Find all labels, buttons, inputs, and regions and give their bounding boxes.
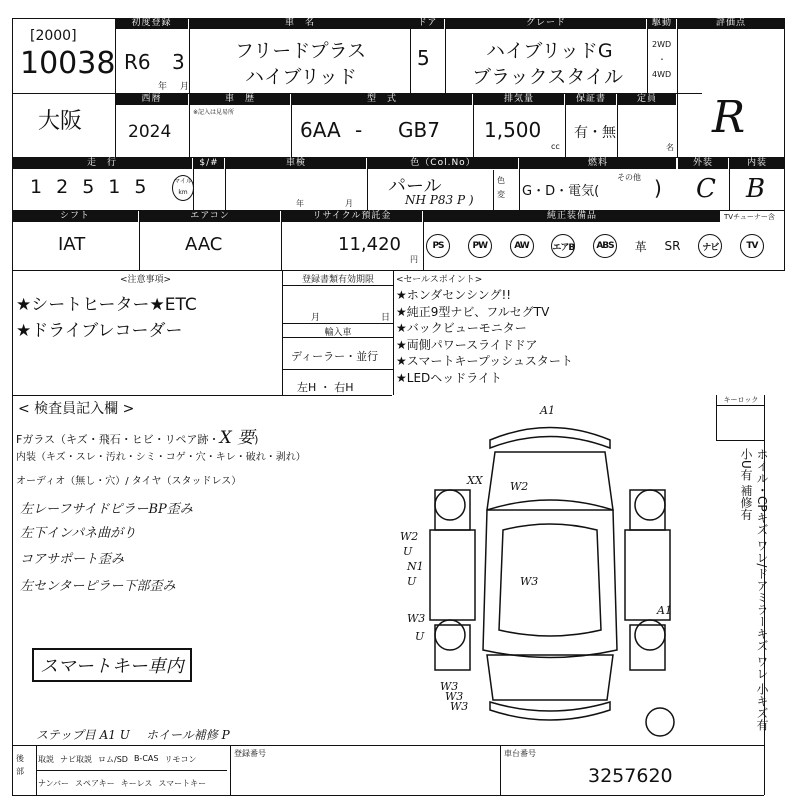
region: 大阪: [38, 109, 83, 134]
equipment-label: 純正装備品: [424, 211, 720, 222]
handwritten-note: コアサポート歪み: [20, 552, 125, 567]
interior-value: B: [746, 174, 766, 204]
reg-number-label: 登録番号: [234, 749, 266, 758]
wheel-front-right: [635, 490, 665, 520]
sales-point: ★両側パワースライドドア: [396, 337, 538, 352]
fuel-close: ): [654, 176, 662, 200]
footer-item: B-CAS: [133, 754, 159, 763]
model-label: 型 式: [292, 94, 472, 105]
footer-row1: [38, 754, 196, 765]
mark: XX: [467, 474, 483, 487]
capacity-label: 定員: [618, 94, 676, 105]
equip-navi: ナビ: [698, 234, 722, 258]
equip-leather: 革: [634, 239, 647, 254]
import-dealer: ディーラー・並行: [291, 350, 379, 363]
equip-abs: ABS: [593, 234, 617, 258]
color-side: 色 変: [497, 176, 505, 199]
shift-value: IAT: [58, 234, 86, 255]
hood: [487, 452, 613, 510]
equip-pw: PW: [468, 234, 492, 258]
equip-airbag: エアB: [551, 234, 575, 258]
caution-label: <注意事項>: [120, 275, 172, 285]
inspector-heading: < 検査員記入欄 >: [18, 401, 135, 417]
sales-point: ★バックビューモニター: [396, 321, 527, 335]
drive-4wd: 4WD: [652, 70, 672, 79]
mark: W3: [440, 680, 459, 693]
audio-line: オーディオ（無し・穴）/ タイヤ（スタッドレス）: [16, 476, 242, 487]
month-unit: 月: [180, 82, 190, 92]
footer-row2: [38, 778, 206, 789]
footer-item: キーレス: [120, 779, 153, 788]
mark: W2: [400, 530, 419, 543]
shift-label: シフト: [12, 211, 138, 222]
import-label: 輸入車: [324, 328, 352, 338]
history-label: 車 歴: [190, 94, 290, 105]
mark: U: [415, 630, 425, 643]
bottom-note-2: ホイール補修 P: [146, 728, 230, 742]
wheel-front-left: [435, 490, 465, 520]
mileage-digit: 1: [30, 176, 57, 198]
mileage-label: 走 行: [12, 158, 192, 169]
displacement: 1,500: [484, 118, 542, 142]
mark: A1: [540, 404, 555, 417]
fuel-label: 燃料: [520, 158, 676, 169]
color-value: パール: [388, 176, 442, 197]
interior-line: 内装（キズ・スレ・汚れ・シミ・コゲ・穴・キレ・破れ・剥れ）: [16, 452, 306, 463]
score-label: 評価点: [678, 18, 784, 29]
doors: 5: [417, 46, 430, 70]
bottom-note-1: ステップ目 A1 U: [36, 728, 130, 742]
lot-label: [2000]: [30, 28, 77, 44]
drive-label: 駆動: [648, 18, 676, 29]
model-prefix: 6AA: [300, 118, 341, 142]
color-code: NH P83 P ): [405, 193, 474, 207]
handwritten-note: 左センターピラー下部歪み: [20, 579, 176, 594]
sales-label: <セールスポイント>: [396, 275, 483, 285]
recycle-label: リサイクル預託金: [282, 211, 422, 222]
year-unit: 年: [158, 82, 168, 92]
equipment-list: [426, 234, 764, 258]
year-value: 2024: [128, 122, 172, 142]
mark: W3: [407, 612, 426, 625]
glass-mark: X 要: [219, 428, 255, 448]
mileage-digit: 5: [82, 176, 109, 198]
inspection-year: 年: [296, 199, 304, 208]
keylock-box: [716, 395, 765, 441]
footer-item: ロム/SD: [98, 755, 128, 764]
inspection-month: 月: [345, 199, 353, 208]
roof-inner: [499, 524, 601, 636]
car-name-label: 車 名: [190, 18, 410, 29]
reg-era: R6: [124, 50, 151, 74]
sales-point: ★LEDヘッドライト: [396, 370, 502, 385]
car-name-line1: フリードプラス: [235, 40, 367, 62]
interior-label: 内装: [730, 158, 784, 169]
exterior-label: 外装: [678, 158, 728, 169]
chassis-number: 3257620: [588, 765, 673, 787]
mark: N1: [407, 560, 424, 573]
caution-line: ★ドライブレコーダー: [16, 321, 183, 341]
footer-item: スペアキー: [75, 779, 115, 788]
car-damage-diagram: [395, 400, 715, 745]
sales-point: ★スマートキープッシュスタート: [396, 354, 573, 368]
mileage-unit: マイル km: [172, 175, 194, 201]
exterior-value: C: [696, 174, 716, 204]
ac-label: エアコン: [140, 211, 280, 222]
left-doors: [430, 530, 475, 620]
glass-text: Fガラス（キズ・飛石・ヒビ・リペア跡・: [16, 433, 220, 446]
mileage-digit: 2: [56, 176, 83, 198]
recycle-value: 11,420: [338, 234, 401, 255]
mark: W3: [520, 575, 539, 588]
ac-value: AAC: [185, 234, 223, 255]
mileage-digits: [30, 176, 160, 198]
fuel-value: G・D・電気(: [522, 184, 600, 199]
drive-dot: ・: [658, 55, 666, 64]
mark: W3: [445, 690, 464, 703]
deadline-box: [282, 271, 394, 395]
year-label: 西暦: [115, 94, 188, 105]
deadline-label: 登録書類有効期限: [301, 275, 374, 285]
spare-wheel: [646, 708, 674, 736]
mark: W3: [450, 700, 469, 713]
import-hand: 左H ・ 右H: [297, 381, 354, 394]
footer-item: ナビ取説: [60, 755, 92, 764]
glass-line: [16, 423, 258, 448]
footer-items: [12, 746, 227, 795]
mark: A1: [657, 604, 672, 617]
footer-item: スマートキー: [158, 779, 207, 788]
equip-sr: SR: [664, 239, 681, 253]
deadline-day: 日: [381, 313, 391, 323]
history-note: ※記入は見易所: [193, 109, 235, 116]
smartkey-note: スマートキー車内: [32, 648, 192, 682]
lot-number: 10038: [20, 46, 116, 81]
sales-point: ★純正9型ナビ、フルセグTV: [396, 304, 550, 319]
model-code: GB7: [398, 118, 440, 142]
footer-item: ナンバー: [38, 779, 70, 788]
door-label: ドア: [411, 18, 444, 29]
cc-unit: cc: [551, 142, 560, 151]
front-bumper: [490, 428, 610, 449]
glass-close: ): [254, 433, 259, 446]
mileage-digit: 1: [108, 176, 135, 198]
warranty-label: 保証書: [566, 94, 616, 105]
keylock-label: キーロック: [717, 395, 765, 406]
footer-item: 取説: [38, 755, 54, 764]
sales-point: ★ホンダセンシング!!: [396, 288, 512, 302]
equip-ps: PS: [426, 234, 450, 258]
fuel-other: その他: [617, 173, 641, 182]
handwritten-note: 左レーフサイドピラーBP歪み: [20, 502, 193, 517]
mark: W2: [510, 480, 529, 493]
mark: U: [407, 575, 417, 588]
dollar-label: $/#: [194, 158, 224, 169]
grade-label: グレード: [446, 18, 646, 29]
chassis-label: 車台番号: [504, 749, 536, 758]
color-label: 色（Col.No）: [368, 158, 518, 169]
rear-hatch: [487, 655, 613, 700]
handwritten-note: 左下インパネ曲がり: [20, 526, 137, 541]
car-name-line2: ハイブリッド: [245, 66, 357, 88]
footer-item: リモコン: [164, 755, 197, 764]
mileage-digit: 5: [134, 176, 161, 198]
drive-2wd: 2WD: [652, 40, 672, 49]
grade-line1: ハイブリッドG: [486, 40, 613, 62]
rear-bumper: [490, 702, 610, 720]
yen-unit: 円: [410, 255, 418, 264]
displacement-label: 排気量: [474, 94, 564, 105]
model-dash: -: [355, 118, 363, 142]
inspection-label: 車検: [226, 158, 366, 169]
sales-points: [396, 287, 573, 386]
equip-tv: TV: [740, 234, 764, 258]
grade-line2: ブラックスタイル: [472, 66, 624, 88]
caution-line: ★シートヒーター★ETC: [16, 295, 197, 315]
score-value: R: [712, 92, 746, 143]
vertical-note: ホイル・CPキズ ワレ/ドアミラーキズ ワレ 小キズ有 小U有 補修有: [739, 448, 769, 732]
rear-label: 後部: [16, 754, 24, 776]
capacity-unit: 名: [666, 143, 674, 152]
equip-aw: AW: [510, 234, 534, 258]
warranty-value: 有・無: [574, 125, 616, 141]
tuner-label: TVチューナー含: [724, 213, 775, 221]
reg-month: 3: [172, 50, 185, 74]
deadline-month: 月: [311, 313, 321, 323]
mark: U: [403, 545, 413, 558]
reg-label: 初度登録: [115, 18, 188, 29]
